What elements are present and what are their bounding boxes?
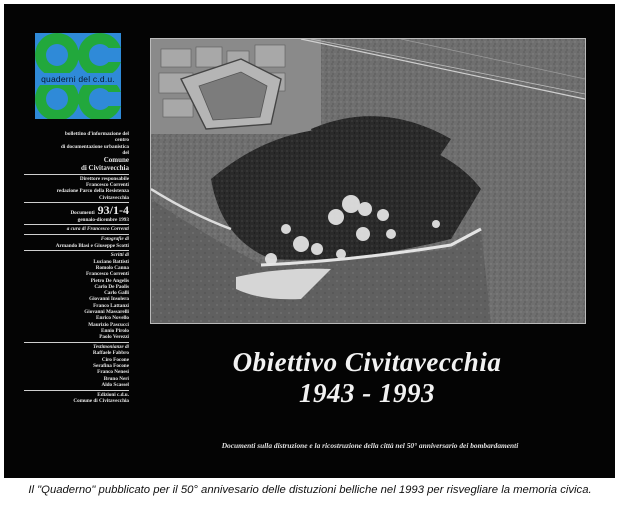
- divider: [24, 342, 129, 343]
- logo-text: quaderni del c.d.u.: [35, 73, 121, 85]
- name-item: Giovanni Massarelli: [84, 309, 129, 316]
- name-item: Paolo Verezzi: [99, 334, 129, 341]
- name-item: Raffaele Fabbro: [92, 350, 129, 357]
- divider: [24, 224, 129, 225]
- documenti-number: 93/1-4: [97, 203, 129, 218]
- intro-line: bollettino d'informazione del: [65, 131, 129, 137]
- logo-letter-c-top: [78, 33, 121, 77]
- direttore-line: Civitavecchia: [99, 194, 129, 201]
- testimonianze-list: [14, 350, 129, 388]
- book-cover: [4, 4, 615, 478]
- intro-line: del: [122, 149, 129, 156]
- aerial-photo: [150, 38, 586, 324]
- divider: [24, 250, 129, 251]
- logo-letter-o-top: [35, 33, 79, 77]
- name-item: Enrico Novello: [96, 315, 129, 322]
- name-item: Carlo Galli: [104, 290, 129, 297]
- scritti-list: [14, 259, 129, 341]
- name-item: Franco Lattanzi: [93, 302, 129, 309]
- cover-subtitle: Documenti sulla distruzione e la ricostruzione della città nel 50° anniversario dei bombardamenti: [221, 441, 519, 450]
- name-item: Francesco Correnti: [86, 271, 129, 278]
- name-item: Romolo Canna: [95, 264, 129, 271]
- documenti-line: [14, 204, 129, 216]
- name-item: Maurizio Pascucci: [88, 321, 129, 328]
- edizioni-line: Comune di Civitavecchia: [73, 397, 129, 404]
- name-item: Ennio Pirolo: [100, 327, 129, 334]
- edizioni-line: Edizioni c.d.u.: [97, 391, 129, 398]
- documenti-label: Documenti: [70, 210, 95, 217]
- intro-line: di documentazione urbanistica: [60, 143, 129, 150]
- intro-line: centro: [114, 137, 129, 144]
- scritti-label: Scritti di: [110, 252, 129, 259]
- name-item: Bruno Neri: [103, 375, 129, 382]
- direttore-line: redazione Parco della Resistenza: [56, 188, 129, 195]
- name-item: Aldo Scassel: [101, 381, 129, 388]
- name-item: Giovanni Insolera: [89, 296, 129, 303]
- direttore-line: Direttore responsabile: [79, 175, 129, 182]
- date-line: gennaio-dicembre 1993: [77, 216, 129, 223]
- name-item: Ciro Focone: [101, 356, 129, 363]
- name-item: Pietro De Angelis: [90, 277, 129, 284]
- name-item: Carlo De Paolis: [94, 283, 129, 290]
- sidebar-credits: [14, 131, 129, 404]
- aerial-photo-illustration: [151, 39, 585, 323]
- foto-label: Fotografie di: [100, 236, 129, 243]
- name-item: Franco Nenesi: [97, 369, 129, 376]
- divider: [24, 174, 129, 175]
- divider: [24, 234, 129, 235]
- cdu-logo: [35, 33, 121, 119]
- cover-title-line1: Obiettivo Civitavecchia: [232, 347, 502, 377]
- cura-line: a cura di Francesco Correnti: [66, 226, 129, 233]
- comune-line: di Civitavecchia: [80, 164, 129, 173]
- cover-title-line2: 1943 - 1993: [299, 378, 435, 408]
- comune-line: Comune: [103, 156, 129, 165]
- caption: Il "Quaderno" pubblicato per il 50° annivesario delle distuzioni belliche nel 1993 per risvegliare la memoria civica.: [28, 484, 592, 496]
- divider: [24, 390, 129, 391]
- name-item: Luciano Battisti: [93, 258, 129, 265]
- name-item: Serafina Focone: [93, 362, 129, 369]
- foto-names: Armando Blasi e Giuseppe Scotti: [55, 242, 129, 249]
- direttore-line: Francesco Correnti: [86, 181, 129, 188]
- testimonianze-label: Testimonianze di: [93, 344, 129, 351]
